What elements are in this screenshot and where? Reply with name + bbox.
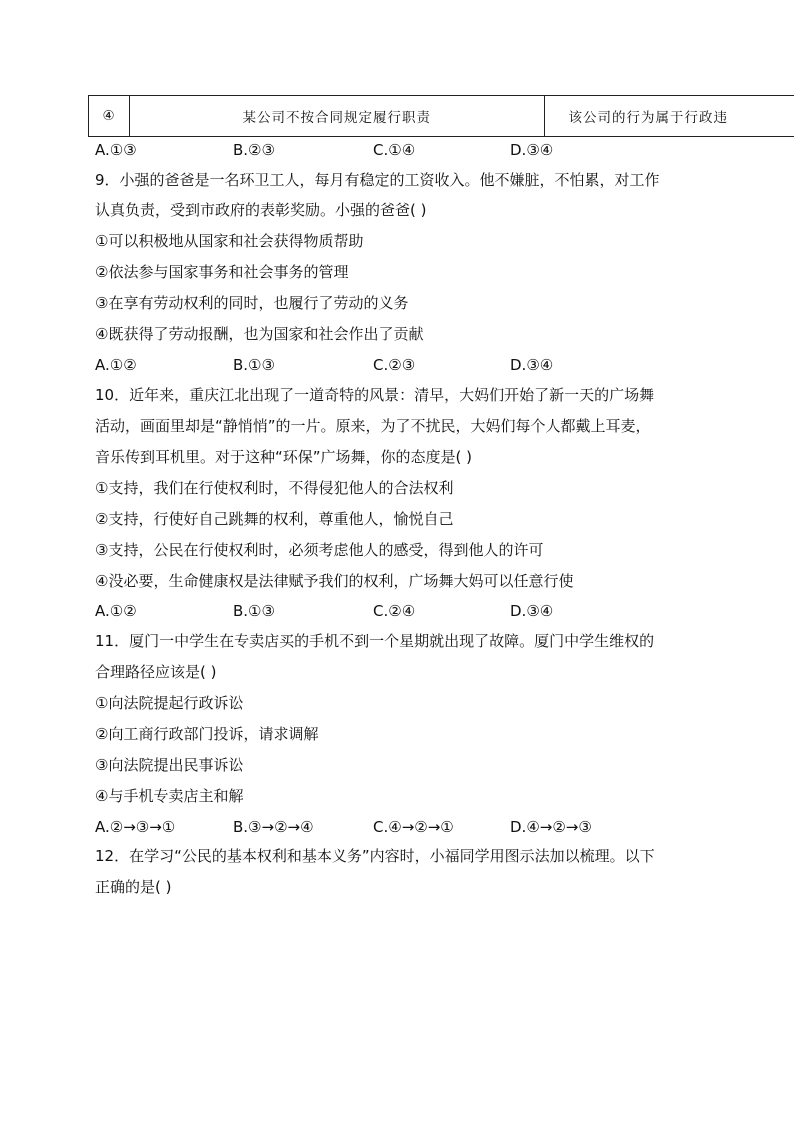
q9-option-a[interactable]: A.①② <box>95 356 137 374</box>
table-row <box>89 96 794 137</box>
q11-option-b[interactable]: B.③→②→④ <box>233 818 314 836</box>
q10-stem-line-1: 10．近年来，重庆江北出现了一道奇特的风景：清早，大妈们开始了新一天的广场舞 <box>95 386 655 404</box>
q9-item-1: ①可以积极地从国家和社会获得物质帮助 <box>95 232 364 250</box>
q10-item-2: ②支持，行使好自己跳舞的权利，尊重他人，愉悦自己 <box>95 510 454 528</box>
q10-option-a[interactable]: A.①② <box>95 602 137 620</box>
row-number: ④ <box>89 96 130 137</box>
q11-item-1: ①向法院提起行政诉讼 <box>95 694 244 712</box>
q10-item-3: ③支持，公民在行使权利时，必须考虑他人的感受，得到他人的许可 <box>95 541 544 559</box>
q11-option-a[interactable]: A.②→③→① <box>95 818 176 836</box>
q11-item-3: ③向法院提出民事诉讼 <box>95 756 244 774</box>
q8-option-a[interactable]: A.①③ <box>95 141 137 159</box>
q10-item-1: ①支持，我们在行使权利时，不得侵犯他人的合法权利 <box>95 479 454 497</box>
q11-item-2: ②向工商行政部门投诉，请求调解 <box>95 725 319 743</box>
q9-item-2: ②依法参与国家事务和社会事务的管理 <box>95 263 349 281</box>
q10-stem-line-2: 活动，画面里却是“静悄悄”的一片。原来，为了不扰民，大妈们每个人都戴上耳麦， <box>95 417 651 435</box>
q11-stem-line-1: 11．厦门一中学生在专卖店买的手机不到一个星期就出现了故障。厦门中学生维权的 <box>95 632 655 650</box>
row-event: 某公司不按合同规定履行职责 <box>130 96 544 137</box>
q8-option-d[interactable]: D.③④ <box>510 141 554 159</box>
q10-item-4: ④没必要，生命健康权是法律赋予我们的权利，广场舞大妈可以任意行使 <box>95 572 574 590</box>
q12-stem-line-2: 正确的是( ) <box>95 878 172 896</box>
q8-option-c[interactable]: C.①④ <box>373 141 416 159</box>
answer-table <box>88 95 794 137</box>
q9-option-b[interactable]: B.①③ <box>233 356 275 374</box>
q9-item-3: ③在享有劳动权利的同时，也履行了劳动的义务 <box>95 294 409 312</box>
q11-stem-line-2: 合理路径应该是( ) <box>95 663 217 681</box>
q12-stem-line-1: 12．在学习“公民的基本权利和基本义务”内容时，小福同学用图示法加以梳理。以下 <box>95 847 655 865</box>
q8-option-b[interactable]: B.②③ <box>233 141 275 159</box>
q9-option-c[interactable]: C.②③ <box>373 356 416 374</box>
q10-stem-line-3: 音乐传到耳机里。对于这种“环保”广场舞，你的态度是( ) <box>95 448 473 466</box>
q10-option-b[interactable]: B.①③ <box>233 602 275 620</box>
q11-option-d[interactable]: D.④→②→③ <box>510 818 592 836</box>
q9-item-4: ④既获得了劳动报酬，也为国家和社会作出了贡献 <box>95 325 424 343</box>
row-judgement: 该公司的行为属于行政违 <box>544 96 794 137</box>
q10-option-c[interactable]: C.②④ <box>373 602 416 620</box>
q9-stem-line-2: 认真负责，受到市政府的表彰奖励。小强的爸爸( ) <box>95 201 427 219</box>
q11-item-4: ④与手机专卖店主和解 <box>95 787 244 805</box>
q10-option-d[interactable]: D.③④ <box>510 602 554 620</box>
q11-option-c[interactable]: C.④→②→① <box>373 818 454 836</box>
q9-option-d[interactable]: D.③④ <box>510 356 554 374</box>
q9-stem-line-1: 9．小强的爸爸是一名环卫工人，每月有稳定的工资收入。他不嫌脏，不怕累，对工作 <box>95 171 660 189</box>
